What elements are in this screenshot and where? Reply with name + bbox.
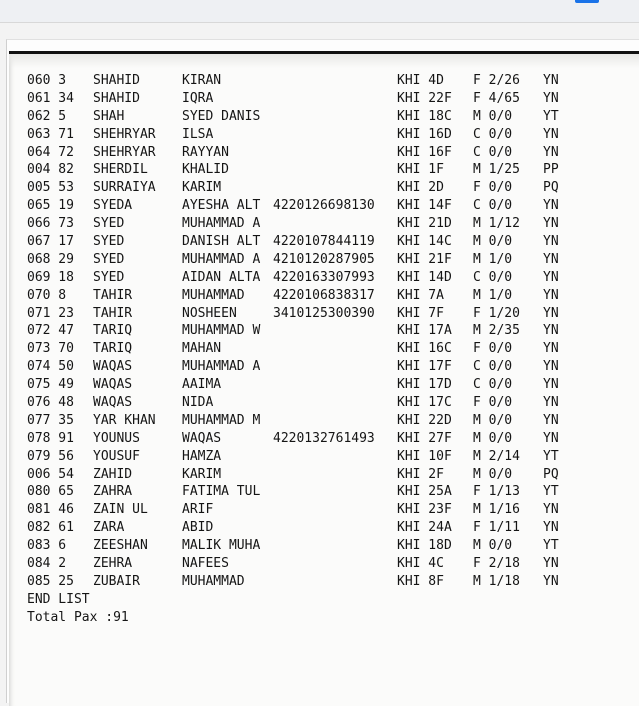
- passenger-row: [27, 448, 559, 466]
- passenger-row: [27, 501, 559, 519]
- pax-station-seat: KHI 4C: [397, 556, 444, 572]
- pax-id-number: 4220163307993: [273, 269, 375, 285]
- passenger-row: [27, 144, 559, 162]
- pax-status: YN: [543, 377, 559, 393]
- printed-passenger-list: [9, 51, 639, 706]
- passenger-row: [27, 72, 559, 90]
- pax-last-name: MUHAMMAD: [182, 287, 245, 303]
- pax-last-name: MUHAMMAD A: [182, 359, 261, 375]
- pax-station-seat: KHI 4D: [397, 73, 444, 88]
- pax-last-name: MUHAMMAD A: [182, 216, 261, 232]
- passenger-row: [27, 251, 559, 269]
- pax-first-name: ZAHRA: [93, 484, 133, 500]
- pax-last-name: HAMZA: [182, 448, 222, 464]
- pax-station-seat: KHI 17F: [397, 359, 452, 375]
- pax-number: 004 82: [27, 162, 74, 178]
- pax-first-name: TARIQ: [93, 323, 133, 339]
- pax-station-seat: KHI 17D: [397, 377, 452, 393]
- pax-baggage: M 0/0: [473, 466, 513, 482]
- pax-number: 067 17: [27, 234, 74, 250]
- pax-baggage: M 1/12: [473, 216, 520, 232]
- pax-baggage: M 0/0: [473, 234, 513, 250]
- pax-station-seat: KHI 2F: [397, 466, 444, 482]
- pax-baggage: F 1/13: [473, 484, 520, 500]
- pax-status: PQ: [543, 180, 559, 196]
- pax-station-seat: KHI 22D: [397, 412, 452, 428]
- pax-first-name: WAQAS: [93, 377, 133, 393]
- passenger-row: [27, 322, 559, 340]
- pax-station-seat: KHI 10F: [397, 448, 452, 464]
- pax-id-number: 4220106838317: [273, 287, 375, 303]
- pax-number: 066 73: [27, 216, 74, 232]
- pax-baggage: F 0/0: [473, 395, 513, 411]
- browser-top-bar: [0, 0, 639, 23]
- pax-id-number: 4210120287905: [273, 251, 375, 267]
- pax-baggage: M 1/0: [473, 287, 513, 303]
- passenger-row: [27, 90, 559, 108]
- pax-status: YN: [543, 144, 559, 160]
- pax-last-name: DANISH ALT: [182, 234, 261, 250]
- passenger-row: [27, 269, 559, 287]
- pax-station-seat: KHI 21F: [397, 251, 452, 267]
- pax-last-name: NAFEES: [182, 556, 229, 572]
- pax-first-name: SYEDA: [93, 198, 133, 214]
- pax-status: YN: [543, 269, 559, 285]
- pax-baggage: M 2/14: [473, 448, 520, 464]
- pax-station-seat: KHI 25A: [397, 484, 452, 500]
- pax-baggage: C 0/0: [473, 198, 513, 214]
- pax-status: YN: [543, 395, 559, 411]
- pax-status: YN: [543, 573, 559, 589]
- pax-last-name: MUHAMMAD A: [182, 251, 261, 267]
- pax-baggage: F 0/0: [473, 341, 513, 357]
- pax-first-name: SYED: [93, 216, 125, 232]
- pax-number: 072 47: [27, 323, 74, 339]
- pax-number: 069 18: [27, 269, 74, 285]
- pax-last-name: IQRA: [182, 90, 214, 106]
- pax-last-name: SYED DANIS: [182, 108, 261, 124]
- end-list-label: END LIST: [27, 591, 90, 607]
- paper-fold-shadow: [9, 54, 639, 68]
- passenger-row: [27, 108, 559, 126]
- pax-status: YN: [543, 502, 559, 518]
- passenger-row: [27, 126, 559, 144]
- pax-status: YN: [543, 520, 559, 536]
- pax-last-name: ARIF: [182, 502, 214, 518]
- pax-id-number: 3410125300390: [273, 305, 375, 321]
- pax-baggage: M 0/0: [473, 430, 513, 446]
- passenger-row: [27, 573, 559, 591]
- pax-station-seat: KHI 1F: [397, 162, 444, 178]
- pax-station-seat: KHI 16D: [397, 126, 452, 142]
- pax-status: YN: [543, 126, 559, 142]
- pax-last-name: NIDA: [182, 395, 214, 411]
- pax-baggage: M 0/0: [473, 412, 513, 428]
- pax-last-name: MAHAN: [182, 341, 222, 357]
- passenger-row: [27, 287, 559, 305]
- pax-station-seat: KHI 27F: [397, 430, 452, 446]
- pax-status: YN: [543, 323, 559, 339]
- pax-first-name: TAHIR: [93, 287, 133, 303]
- pax-first-name: ZEESHAN: [93, 538, 148, 554]
- pax-first-name: SHAHID: [93, 73, 140, 88]
- pax-last-name: KIRAN: [182, 73, 222, 88]
- pax-baggage: C 0/0: [473, 269, 513, 285]
- pax-number: 070 8: [27, 287, 67, 303]
- pax-baggage: C 0/0: [473, 144, 513, 160]
- pax-baggage: M 0/0: [473, 538, 513, 554]
- pax-first-name: TARIQ: [93, 341, 133, 357]
- pax-station-seat: KHI 21D: [397, 216, 452, 232]
- pax-station-seat: KHI 17C: [397, 395, 452, 411]
- pax-status: YT: [543, 538, 559, 554]
- pax-baggage: M 1/18: [473, 573, 520, 589]
- passenger-row: [27, 430, 559, 448]
- passenger-row: [27, 215, 559, 233]
- pax-id-number: 4220132761493: [273, 430, 375, 446]
- pax-status: YT: [543, 484, 559, 500]
- pax-status: PQ: [543, 466, 559, 482]
- pax-status: YN: [543, 341, 559, 357]
- pax-number: 064 72: [27, 144, 74, 160]
- pax-first-name: SHEHRYAR: [93, 144, 156, 160]
- pax-status: YN: [543, 198, 559, 214]
- pax-number: 068 29: [27, 251, 74, 267]
- pax-number: 063 71: [27, 126, 74, 142]
- pax-first-name: SYED: [93, 234, 125, 250]
- pax-last-name: MALIK MUHA: [182, 538, 261, 554]
- passenger-row: [27, 519, 559, 537]
- pax-baggage: M 1/16: [473, 502, 520, 518]
- pax-number: 085 25: [27, 573, 74, 589]
- passenger-row: [27, 233, 559, 251]
- pax-last-name: MUHAMMAD: [182, 573, 245, 589]
- pax-first-name: SHAHID: [93, 90, 140, 106]
- pax-status: YN: [543, 305, 559, 321]
- passenger-row: [27, 197, 559, 215]
- pax-last-name: FATIMA TUL: [182, 484, 261, 500]
- pax-number: 005 53: [27, 180, 74, 196]
- passenger-row: [27, 412, 559, 430]
- pax-baggage: F 1/11: [473, 520, 520, 536]
- pax-first-name: YAR KHAN: [93, 412, 156, 428]
- pax-last-name: RAYYAN: [182, 144, 229, 160]
- pax-status: YT: [543, 448, 559, 464]
- pax-number: 073 70: [27, 341, 74, 357]
- pax-last-name: KARIM: [182, 466, 222, 482]
- pax-first-name: ZAIN UL: [93, 502, 148, 518]
- pax-id-number: 4220107844119: [273, 234, 375, 250]
- passenger-row: [27, 340, 559, 358]
- pax-station-seat: KHI 18D: [397, 538, 452, 554]
- pax-number: 071 23: [27, 305, 74, 321]
- pax-status: YN: [543, 234, 559, 250]
- pax-last-name: KARIM: [182, 180, 222, 196]
- pax-status: YN: [543, 556, 559, 572]
- pax-last-name: WAQAS: [182, 430, 222, 446]
- pax-first-name: WAQAS: [93, 359, 133, 375]
- pax-first-name: SHEHRYAR: [93, 126, 156, 142]
- pax-status: YN: [543, 216, 559, 232]
- pax-station-seat: KHI 17A: [397, 323, 452, 339]
- pax-number: 061 34: [27, 90, 74, 106]
- pax-last-name: MUHAMMAD W: [182, 323, 261, 339]
- passenger-row: [27, 161, 559, 179]
- pax-first-name: TAHIR: [93, 305, 133, 321]
- pax-first-name: SHERDIL: [93, 162, 148, 178]
- pax-baggage: C 0/0: [473, 126, 513, 142]
- pax-status: YN: [543, 412, 559, 428]
- pax-number: 077 35: [27, 412, 74, 428]
- pax-number: 083 6: [27, 538, 67, 554]
- pax-baggage: M 1/0: [473, 251, 513, 267]
- pax-station-seat: KHI 14D: [397, 269, 452, 285]
- pax-number: 075 49: [27, 377, 74, 393]
- pax-number: 081 46: [27, 502, 74, 518]
- total-pax-label: Total Pax :91: [27, 609, 129, 625]
- pax-station-seat: KHI 7F: [397, 305, 444, 321]
- pax-last-name: NOSHEEN: [182, 305, 237, 321]
- pax-last-name: AIDAN ALTA: [182, 269, 261, 285]
- pax-station-seat: KHI 7A: [397, 287, 444, 303]
- pax-number: 080 65: [27, 484, 74, 500]
- pax-station-seat: KHI 14F: [397, 198, 452, 214]
- pax-station-seat: KHI 8F: [397, 573, 444, 589]
- pax-first-name: SYED: [93, 269, 125, 285]
- pax-baggage: M 1/25: [473, 162, 520, 178]
- pax-number: 074 50: [27, 359, 74, 375]
- pax-status: PP: [543, 162, 559, 178]
- pax-number: 078 91: [27, 430, 74, 446]
- pax-station-seat: KHI 24A: [397, 520, 452, 536]
- pax-number: 082 61: [27, 520, 74, 536]
- pax-station-seat: KHI 2D: [397, 180, 444, 196]
- pax-status: YN: [543, 359, 559, 375]
- pax-baggage: M 2/35: [473, 323, 520, 339]
- passenger-row: [27, 179, 559, 197]
- passenger-row: [27, 358, 559, 376]
- pax-last-name: AAIMA: [182, 377, 222, 393]
- pax-baggage: F 2/18: [473, 556, 520, 572]
- pax-first-name: SYED: [93, 251, 125, 267]
- pax-baggage: F 2/26: [473, 73, 520, 88]
- passenger-row: [27, 376, 559, 394]
- pax-id-number: 4220126698130: [273, 198, 375, 214]
- pax-first-name: ZUBAIR: [93, 573, 140, 589]
- pax-first-name: YOUSUF: [93, 448, 140, 464]
- pax-station-seat: KHI 22F: [397, 90, 452, 106]
- pax-number: 060 3: [27, 73, 67, 88]
- pax-number: 076 48: [27, 395, 74, 411]
- passenger-row: [27, 394, 559, 412]
- pax-baggage: C 0/0: [473, 359, 513, 375]
- pax-first-name: ZARA: [93, 520, 125, 536]
- pax-number: 065 19: [27, 198, 74, 214]
- pax-station-seat: KHI 16F: [397, 144, 452, 160]
- pax-baggage: M 0/0: [473, 108, 513, 124]
- pax-first-name: SURRAIYA: [93, 180, 156, 196]
- passenger-row: [27, 555, 559, 573]
- pax-baggage: C 0/0: [473, 377, 513, 393]
- pax-status: YN: [543, 73, 559, 88]
- pax-baggage: F 4/65: [473, 90, 520, 106]
- passenger-list: [27, 72, 559, 627]
- pax-first-name: ZAHID: [93, 466, 133, 482]
- pax-station-seat: KHI 23F: [397, 502, 452, 518]
- toolbar-accent: [575, 0, 599, 3]
- pax-number: 079 56: [27, 448, 74, 464]
- pax-last-name: KHALID: [182, 162, 229, 178]
- pax-station-seat: KHI 14C: [397, 234, 452, 250]
- pax-last-name: AYESHA ALT: [182, 198, 261, 214]
- pax-number: 084 2: [27, 556, 67, 572]
- pax-first-name: SHAH: [93, 108, 125, 124]
- pax-status: YN: [543, 287, 559, 303]
- pax-number: 006 54: [27, 466, 74, 482]
- document-page: [6, 39, 639, 703]
- pax-station-seat: KHI 18C: [397, 108, 452, 124]
- pax-number: 062 5: [27, 108, 67, 124]
- passenger-rows: [27, 72, 559, 591]
- pax-last-name: MUHAMMAD M: [182, 412, 261, 428]
- pax-status: YN: [543, 90, 559, 106]
- pax-last-name: ABID: [182, 520, 214, 536]
- pax-status: YT: [543, 108, 559, 124]
- pax-first-name: WAQAS: [93, 395, 133, 411]
- passenger-row: [27, 305, 559, 323]
- passenger-row: [27, 537, 559, 555]
- pax-last-name: ILSA: [182, 126, 214, 142]
- pax-first-name: ZEHRA: [93, 556, 133, 572]
- pax-first-name: YOUNUS: [93, 430, 140, 446]
- pax-station-seat: KHI 16C: [397, 341, 452, 357]
- pax-baggage: F 1/20: [473, 305, 520, 321]
- passenger-row: [27, 466, 559, 484]
- passenger-row: [27, 483, 559, 501]
- pax-status: YN: [543, 251, 559, 267]
- pax-status: YN: [543, 430, 559, 446]
- pax-baggage: F 0/0: [473, 180, 513, 196]
